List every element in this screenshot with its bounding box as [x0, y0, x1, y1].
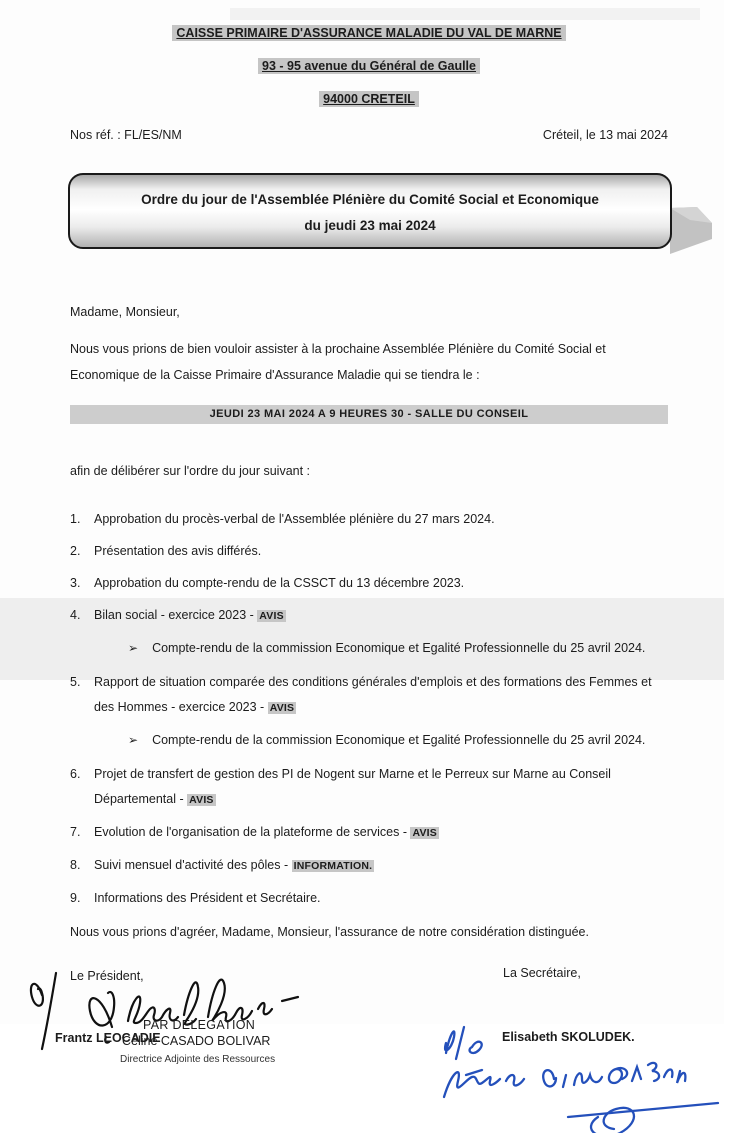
salutation: Madame, Monsieur,: [70, 305, 180, 319]
agenda-item-8: [70, 853, 668, 879]
agenda-sub-text: Compte-rendu de la commission Economique et Egalité Professionnelle du 25 avril 2024.: [152, 641, 646, 655]
org-address-line2: [70, 92, 668, 106]
delegate-title: Directrice Adjointe des Ressources: [120, 1054, 276, 1065]
org-address-line2-text: 94000 CRETEIL: [319, 91, 419, 107]
closing-paragraph: Nous vous prions d'agréer, Madame, Monsieur, l'assurance de notre considération distinguée.: [70, 925, 589, 939]
org-address-line1: [70, 59, 668, 73]
meeting-banner: JEUDI 23 MAI 2024 A 9 HEURES 30 - SALLE DU CONSEIL: [70, 405, 668, 424]
org-address-line1-text: 93 - 95 avenue du Général de Gaulle: [258, 58, 480, 74]
delegate-name: Céline CASADO BOLIVAR: [122, 1034, 271, 1048]
agenda-item-4: [70, 603, 668, 629]
agenda-item-number: 1.: [70, 512, 81, 526]
agenda-tag: AVIS: [259, 610, 284, 622]
org-name-text: CAISSE PRIMAIRE D'ASSURANCE MALADIE DU VAL DE MARNE: [172, 25, 565, 41]
letterhead: [70, 0, 668, 142]
agenda-tag-wrap: - AVIS: [246, 608, 284, 622]
agenda-item-number: 5.: [70, 675, 81, 689]
secretary-role-label: La Secrétaire,: [503, 966, 581, 980]
date-line: Créteil, le 13 mai 2024: [542, 128, 668, 142]
agenda-sub-item: [128, 636, 668, 661]
arrow-bullet-icon: ➢: [128, 641, 139, 655]
agenda-item-number: 9.: [70, 891, 81, 905]
agenda-item-text: Approbation du procès-verbal de l'Assemblée plénière du 27 mars 2024.: [94, 512, 495, 526]
agenda-item-2: [70, 539, 668, 564]
title-line2: du jeudi 23 mai 2024: [304, 218, 436, 233]
agenda-item-text: Suivi mensuel d'activité des pôles - INFORMATION.: [94, 858, 373, 872]
agenda-intro: afin de délibérer sur l'ordre du jour suivant :: [70, 464, 311, 478]
agenda-item-text: Présentation des avis différés.: [94, 544, 262, 558]
president-role-label: Le Président,: [70, 969, 144, 983]
agenda-tag-wrap: - INFORMATION.: [280, 858, 373, 872]
agenda-item-text: Evolution de l'organisation de la plateforme de services - AVIS: [94, 825, 437, 839]
agenda-tag: INFORMATION.: [293, 860, 373, 872]
reference-number: Nos réf. : FL/ES/NM: [70, 128, 182, 142]
agenda-tag-wrap: - AVIS: [256, 700, 295, 714]
agenda-tag-wrap: - AVIS: [176, 792, 214, 806]
delegation-label: PAR DELEGATION: [143, 1018, 256, 1032]
title-box-wrap: [68, 173, 672, 249]
arrow-bullet-icon: ➢: [128, 733, 139, 747]
agenda-item-number: 2.: [70, 544, 81, 558]
org-name: [70, 26, 668, 40]
agenda-tag: AVIS: [412, 827, 437, 839]
agenda-item-number: 6.: [70, 767, 81, 781]
agenda-tag: AVIS: [189, 794, 214, 806]
agenda-item-number: 8.: [70, 858, 81, 872]
agenda-item-number: 4.: [70, 608, 81, 622]
secretary-name: Elisabeth SKOLUDEK.: [502, 1030, 635, 1044]
agenda-item-7: [70, 820, 668, 846]
agenda-item-text: Rapport de situation comparée des conditions générales d'emplois et des formations des Femmes et des Hommes - exercice 2023 - AVIS: [94, 675, 652, 714]
agenda-item-9: [70, 886, 668, 911]
agenda-tag: AVIS: [269, 702, 295, 714]
reference-row: [70, 128, 668, 142]
agenda-list: [70, 507, 668, 911]
agenda-item-6: [70, 762, 668, 813]
title-line1: Ordre du jour de l'Assemblée Plénière du Comité Social et Economique: [141, 192, 599, 207]
agenda-sub-item: [128, 728, 668, 753]
title-box: [68, 173, 672, 249]
intro-paragraph: Nous vous prions de bien vouloir assister à la prochaine Assemblée Plénière du Comité Social et Economique de la Caisse Primaire d'Assurance Maladie qui se tiendra le :: [70, 342, 606, 382]
agenda-tag-wrap: - AVIS: [399, 825, 437, 839]
agenda-item-text: Informations des Président et Secrétaire.: [94, 891, 321, 905]
agenda-item-text: Approbation du compte-rendu de la CSSCT du 13 décembre 2023.: [94, 576, 465, 590]
title-box-shadow-flap: [670, 206, 714, 256]
secretary-signature-handwriting: [430, 1013, 730, 1133]
president-name: Frantz LEOCADIE: [55, 1031, 161, 1045]
signature-section: [55, 961, 668, 1133]
agenda-item-text: Bilan social - exercice 2023 - AVIS: [94, 608, 284, 622]
agenda-item-1: [70, 507, 668, 532]
agenda-item-number: 7.: [70, 825, 81, 839]
agenda-item-3: [70, 571, 668, 596]
agenda-item-5: [70, 670, 668, 721]
agenda-sub-text: Compte-rendu de la commission Economique et Egalité Professionnelle du 25 avril 2024.: [152, 733, 646, 747]
agenda-item-text: Projet de transfert de gestion des PI de Nogent sur Marne et le Perreux sur Marne au Conseil Départemental - AVIS: [94, 767, 611, 806]
agenda-item-number: 3.: [70, 576, 81, 590]
